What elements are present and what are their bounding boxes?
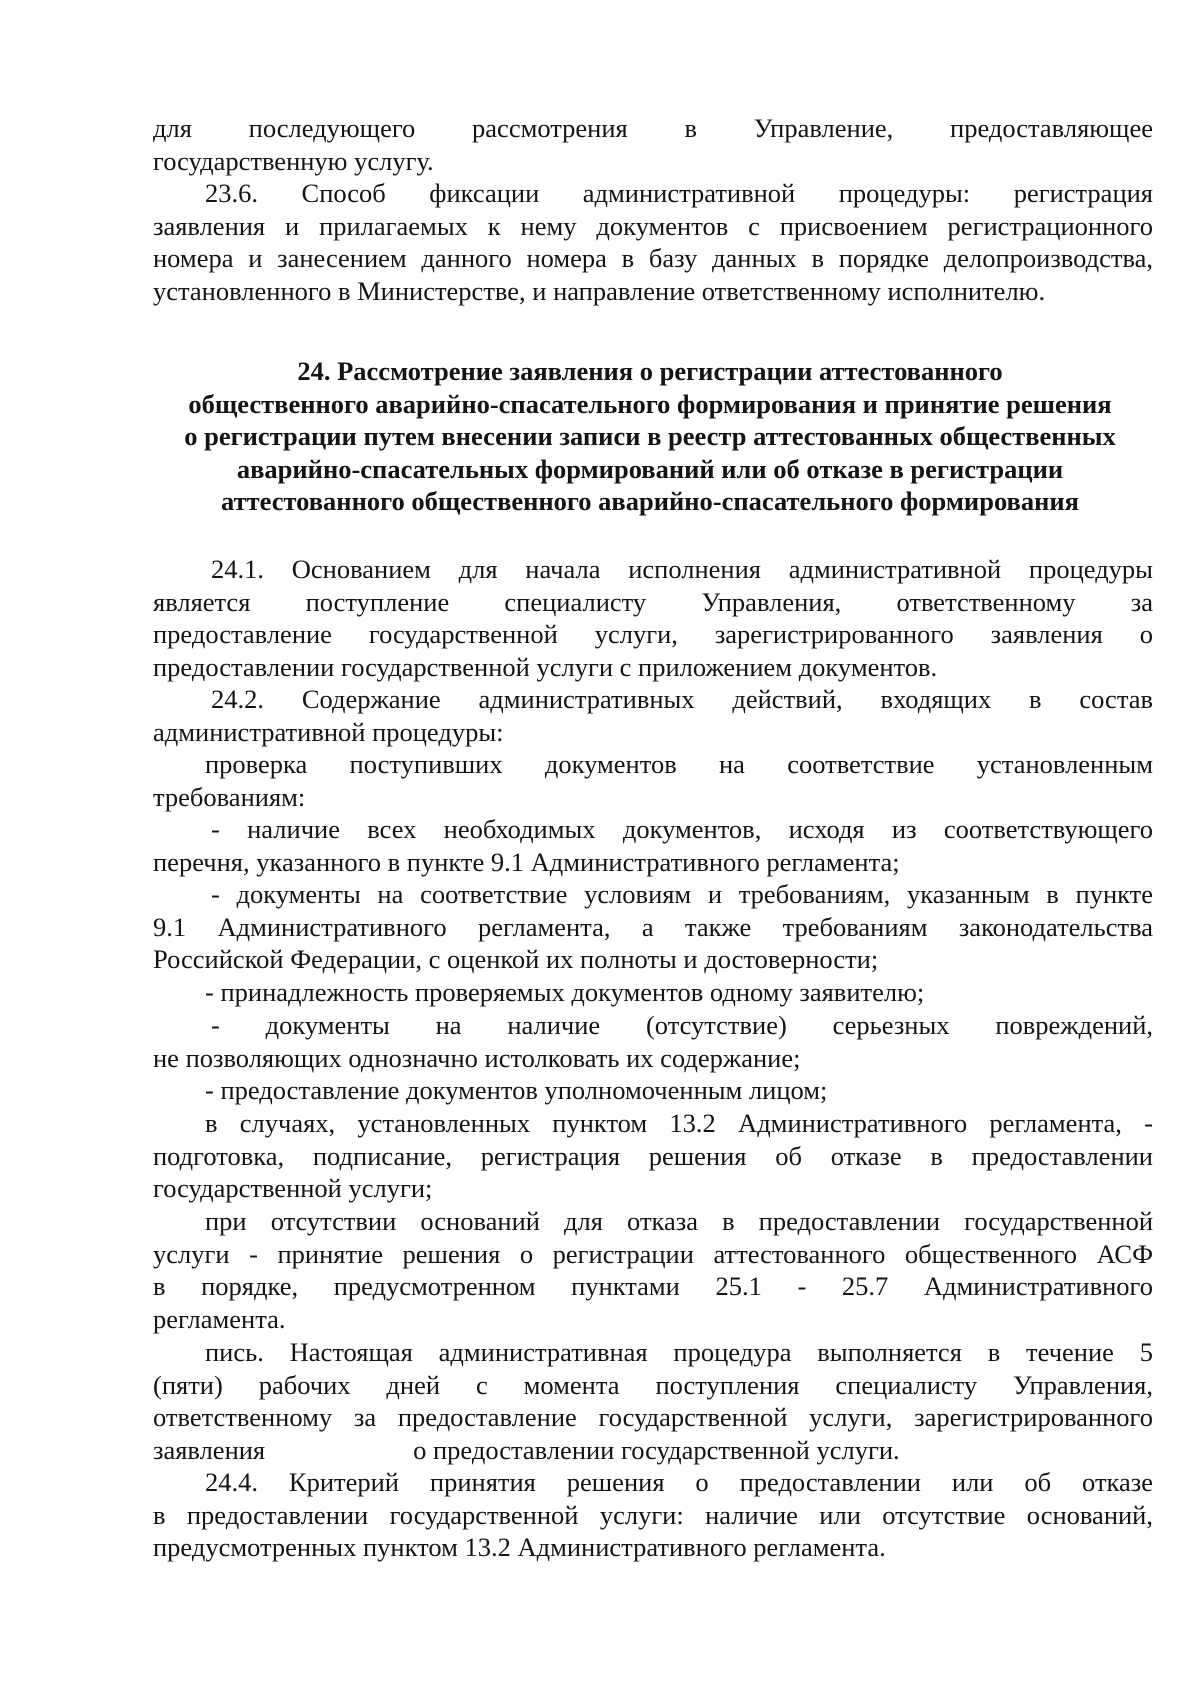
text-line: административной процедуры: <box>153 716 504 747</box>
text-line: является поступление специалисту Управления, ответственному за <box>153 586 1153 617</box>
list-item-1 <box>153 813 1153 878</box>
section-title <box>140 355 1160 518</box>
text-line: установленного в Министерстве, и направление ответственному исполнителю. <box>153 275 1046 306</box>
text-line: требованиям: <box>153 781 306 812</box>
list-item-5 <box>153 1074 1153 1107</box>
title-line: 24. Рассмотрение заявления о регистрации аттестованного <box>297 356 1003 386</box>
text-line: номера и занесением данного номера в базу данных в порядке делопроизводства, <box>153 243 1153 274</box>
text-line: Российской Федерации, с оценкой их полноты и достоверности; <box>153 944 879 975</box>
text-line: в предоставлении государственной услуги: наличие или отсутствие оснований, <box>153 1499 1153 1530</box>
paragraph-term <box>153 1336 1153 1466</box>
text-line: 23.6. Способ фиксации административной процедуры: регистрация <box>205 178 1153 208</box>
title-line: о регистрации путем внесении записи в реестр аттестованных общественных <box>184 421 1116 452</box>
title-line: аттестованного общественного аварийно-спасательного формирования <box>221 486 1079 517</box>
text-fragment: о предоставлении государственной услуги. <box>413 1434 900 1465</box>
text-line: 9.1 Административного регламента, а также требованиям законодательства <box>153 911 1153 942</box>
list-item-2 <box>153 878 1153 976</box>
text-line: для последующего рассмотрения в Управление, предоставляющее <box>153 113 1153 143</box>
text-line: подготовка, подписание, регистрация решения об отказе в предоставлении <box>153 1140 1153 1171</box>
title-line: общественного аварийно-спасательного формирования и принятие решения <box>188 388 1112 419</box>
text-line: не позволяющих однозначно истолковать их содержание; <box>153 1042 801 1073</box>
text-fragment: заявления <box>153 1434 266 1465</box>
text-line: государственную услугу. <box>153 145 434 176</box>
text-line: предоставлении государственной услуги с приложением документов. <box>153 651 938 682</box>
text-line: государственной услуги; <box>153 1173 433 1204</box>
text-line: проверка поступивших документов на соответствие установленным <box>205 749 1153 779</box>
text-line: - предоставление документов уполномоченным лицом; <box>205 1075 828 1105</box>
text-line: услуги - принятие решения о регистрации аттестованного общественного АСФ <box>153 1238 1153 1269</box>
text-line: 24.1. Основанием для начала исполнения административной процедуры <box>211 554 1153 584</box>
paragraph-23-6 <box>153 177 1153 307</box>
text-line: (пяти) рабочих дней с момента поступления специалисту Управления, <box>153 1369 1153 1400</box>
text-line: при отсутствии оснований для отказа в предоставлении государственной <box>205 1206 1153 1236</box>
text-line: 24.4. Критерий принятия решения о предоставлении или об отказе <box>205 1467 1153 1497</box>
paragraph-24-1 <box>153 553 1153 683</box>
text-line: перечня, указанного в пункте 9.1 Административного регламента; <box>153 846 900 877</box>
text-line <box>153 1434 1153 1467</box>
text-line: предоставление государственной услуги, зарегистрированного заявления о <box>153 619 1153 650</box>
paragraph-24-4 <box>153 1466 1153 1564</box>
text-line: - документы на наличие (отсутствие) серьезных повреждений, <box>211 1010 1153 1040</box>
text-line: предусмотренных пунктом 13.2 Административного регламента. <box>153 1532 886 1563</box>
text-line: заявления и прилагаемых к нему документов с присвоением регистрационного <box>153 210 1153 241</box>
title-line: аварийно-спасательных формирований или об отказе в регистрации <box>236 453 1064 484</box>
list-item-3 <box>153 976 1153 1009</box>
text-line: - документы на соответствие условиям и требованиям, указанным в пункте <box>211 879 1153 909</box>
paragraph-case-registration <box>153 1205 1153 1335</box>
text-line: 24.2. Содержание административных действий, входящих в состав <box>211 684 1153 714</box>
text-line: в порядке, предусмотренном пунктами 25.1 - 25.7 Административного <box>153 1271 1153 1302</box>
paragraph-check <box>153 748 1153 813</box>
paragraph-continuation <box>153 112 1153 177</box>
paragraph-24-2 <box>153 683 1153 748</box>
text-line: в случаях, установленных пунктом 13.2 Административного регламента, - <box>205 1108 1153 1138</box>
text-line: - наличие всех необходимых документов, исходя из соответствующего <box>211 814 1153 844</box>
text-line: регламента. <box>153 1303 286 1334</box>
paragraph-case-refusal <box>153 1107 1153 1205</box>
text-line: пись. Настоящая административная процедура выполняется в течение 5 <box>205 1337 1153 1367</box>
text-line: ответственному за предоставление государственной услуги, зарегистрированного <box>153 1402 1153 1433</box>
text-line: - принадлежность проверяемых документов одному заявителю; <box>205 977 925 1007</box>
list-item-4 <box>153 1009 1153 1074</box>
